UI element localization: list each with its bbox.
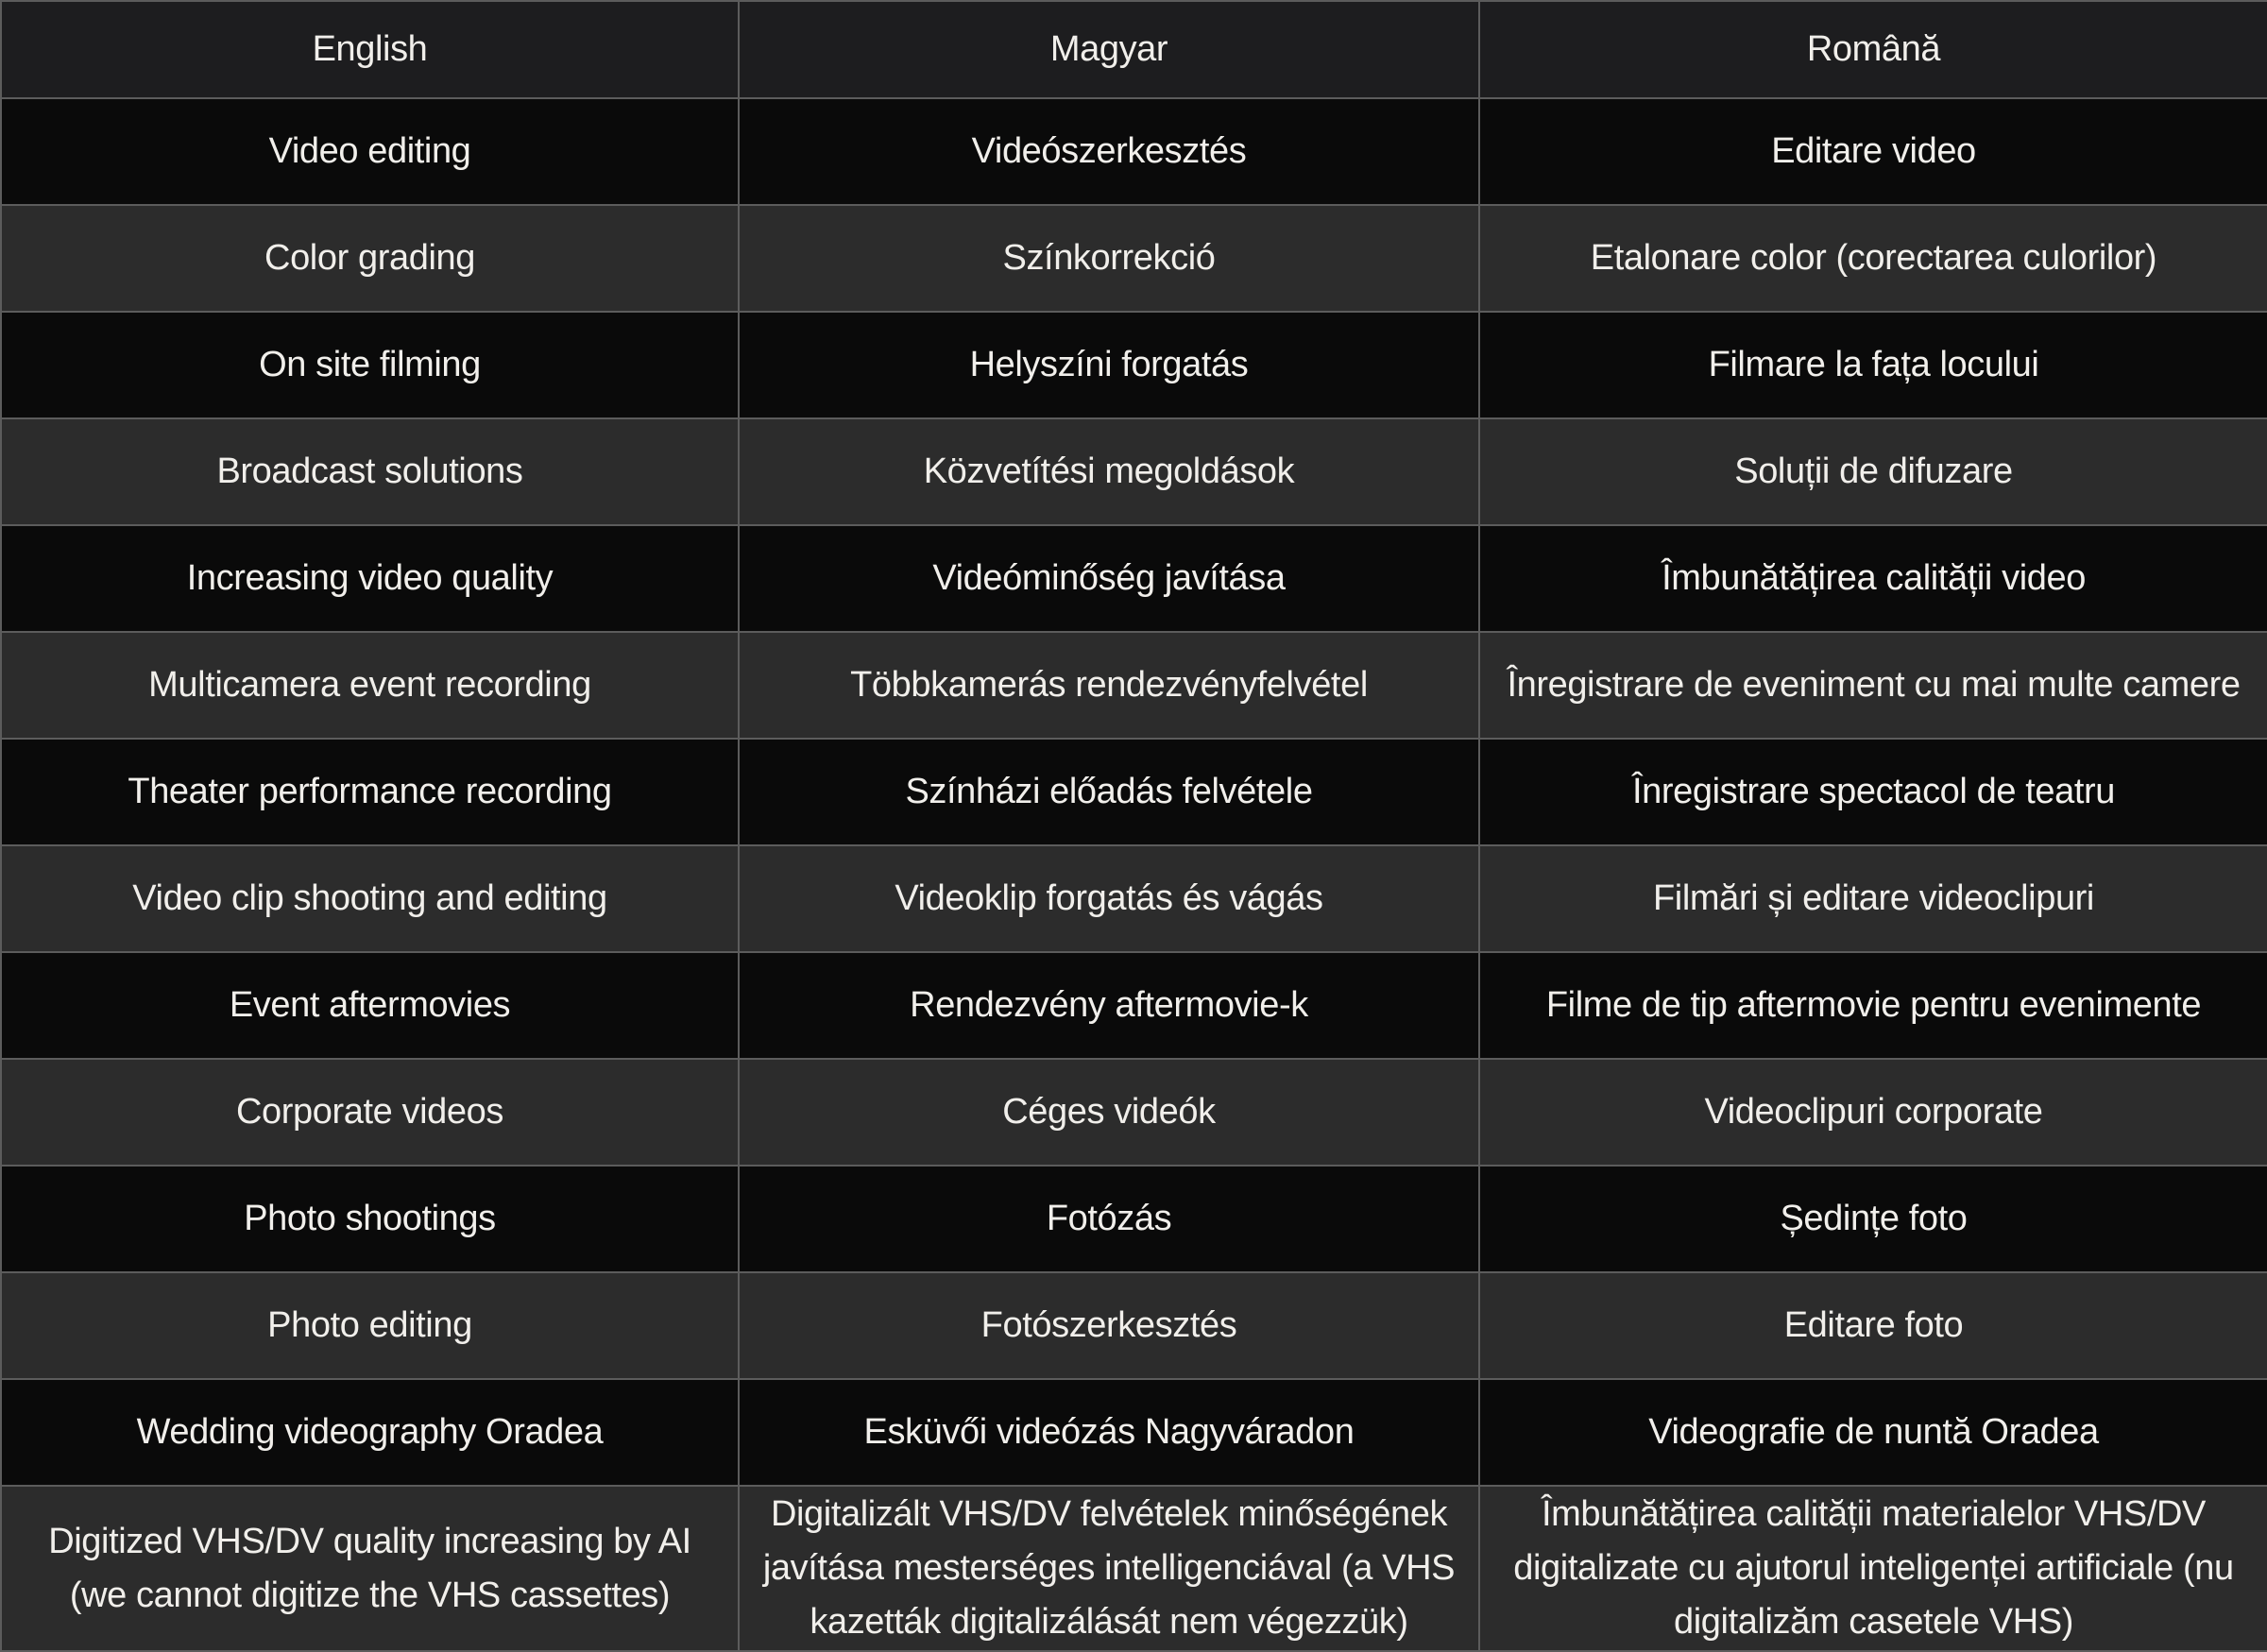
table-cell: Filmare la fața locului <box>1479 312 2267 418</box>
table-row <box>1 205 2267 312</box>
table-cell: Theater performance recording <box>1 739 739 845</box>
table-row <box>1 952 2267 1059</box>
table-cell: Fotózás <box>739 1166 1479 1272</box>
table-cell: Videóminőség javítása <box>739 525 1479 632</box>
table-cell: On site filming <box>1 312 739 418</box>
table-row <box>1 98 2267 205</box>
table-cell: Helyszíni forgatás <box>739 312 1479 418</box>
table-cell: Înregistrare de eveniment cu mai multe camere <box>1479 632 2267 739</box>
table-cell: Editare video <box>1479 98 2267 205</box>
table-row <box>1 632 2267 739</box>
column-header-romana: Română <box>1479 1 2267 98</box>
table-cell: Îmbunătățirea calității video <box>1479 525 2267 632</box>
table-cell: Increasing video quality <box>1 525 739 632</box>
table-cell: Rendezvény aftermovie-k <box>739 952 1479 1059</box>
table-cell: Ședințe foto <box>1479 1166 2267 1272</box>
table-row <box>1 845 2267 952</box>
table-cell: Event aftermovies <box>1 952 739 1059</box>
table-row <box>1 739 2267 845</box>
table-cell: Fotószerkesztés <box>739 1272 1479 1379</box>
table-cell: Etalonare color (corectarea culorilor) <box>1479 205 2267 312</box>
table-cell: Digitalizált VHS/DV felvételek minőségének javítása mesterséges intelligenciával (a VHS kazetták digitalizálását nem végezzük) <box>739 1486 1479 1651</box>
table-cell: Corporate videos <box>1 1059 739 1166</box>
table-cell: Filme de tip aftermovie pentru evenimente <box>1479 952 2267 1059</box>
table-cell: Video clip shooting and editing <box>1 845 739 952</box>
column-header-english: English <box>1 1 739 98</box>
table-row <box>1 312 2267 418</box>
table-cell: Videószerkesztés <box>739 98 1479 205</box>
table-cell: Közvetítési megoldások <box>739 418 1479 525</box>
table-row <box>1 1166 2267 1272</box>
column-header-magyar: Magyar <box>739 1 1479 98</box>
table-cell: Videografie de nuntă Oradea <box>1479 1379 2267 1486</box>
table-cell: Színkorrekció <box>739 205 1479 312</box>
table-cell: Photo editing <box>1 1272 739 1379</box>
header-row <box>1 1 2267 98</box>
table-cell: Multicamera event recording <box>1 632 739 739</box>
table-cell: Esküvői videózás Nagyváradon <box>739 1379 1479 1486</box>
table-row <box>1 1059 2267 1166</box>
table-cell: Îmbunătățirea calității materialelor VHS/DV digitalizate cu ajutorul inteligenței artificiale (nu digitalizăm casetele VHS) <box>1479 1486 2267 1651</box>
table-cell: Înregistrare spectacol de teatru <box>1479 739 2267 845</box>
table-cell: Színházi előadás felvétele <box>739 739 1479 845</box>
table-cell: Filmări și editare videoclipuri <box>1479 845 2267 952</box>
table-cell: Color grading <box>1 205 739 312</box>
table-row <box>1 1486 2267 1651</box>
table-cell: Photo shootings <box>1 1166 739 1272</box>
table-cell: Videoklip forgatás és vágás <box>739 845 1479 952</box>
table-row <box>1 418 2267 525</box>
table-row <box>1 1379 2267 1486</box>
table-cell: Céges videók <box>739 1059 1479 1166</box>
table-cell: Digitized VHS/DV quality increasing by AI (we cannot digitize the VHS cassettes) <box>1 1486 739 1651</box>
table-cell: Editare foto <box>1479 1272 2267 1379</box>
table-row <box>1 525 2267 632</box>
table-cell: Videoclipuri corporate <box>1479 1059 2267 1166</box>
table-cell: Wedding videography Oradea <box>1 1379 739 1486</box>
table-cell: Video editing <box>1 98 739 205</box>
table-cell: Broadcast solutions <box>1 418 739 525</box>
table-cell: Többkamerás rendezvényfelvétel <box>739 632 1479 739</box>
table-cell: Soluții de difuzare <box>1479 418 2267 525</box>
table-row <box>1 1272 2267 1379</box>
